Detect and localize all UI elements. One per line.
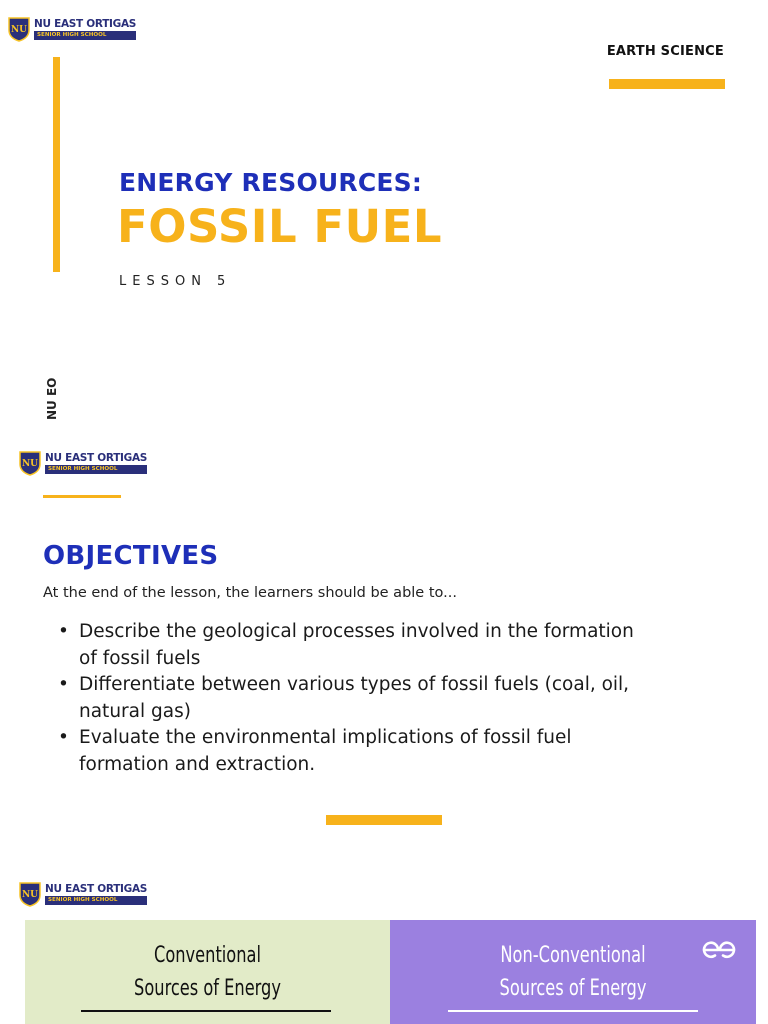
objectives-intro: At the end of the lesson, the learners should be able to... — [43, 585, 457, 601]
short-accent-bar — [43, 495, 121, 498]
bullet: • — [58, 621, 69, 642]
conventional-panel — [25, 920, 390, 1024]
logo-name: NU EAST ORTIGAS — [34, 18, 137, 30]
non-conventional-title: Non-Conventional Sources of Energy — [499, 943, 647, 1001]
list-item-text: Evaluate the environmental implications of fossil fuel formation and extraction. — [79, 727, 572, 775]
side-vertical-text: NU EO — [45, 377, 59, 420]
geeksforgeeks-logo-icon — [700, 938, 738, 962]
bullet: • — [58, 727, 69, 748]
vertical-accent-bar — [53, 57, 60, 272]
school-shield-icon — [19, 881, 41, 907]
objectives-list — [58, 619, 738, 778]
non-conventional-panel — [390, 920, 756, 1024]
school-shield-icon — [19, 450, 41, 476]
logo-subtitle: SENIOR HIGH SCHOOL — [34, 31, 136, 40]
svg-text:NU: NU — [21, 890, 39, 900]
logo-name: NU EAST ORTIGAS — [45, 452, 148, 464]
logo-subtitle: SENIOR HIGH SCHOOL — [45, 465, 147, 474]
list-item — [58, 619, 738, 672]
lesson-number: LESSON 5 — [119, 274, 232, 289]
list-item — [58, 725, 738, 778]
subject-label: EARTH SCIENCE — [606, 44, 724, 59]
logo-name: NU EAST ORTIGAS — [45, 883, 148, 895]
logo-subtitle: SENIOR HIGH SCHOOL — [45, 896, 147, 905]
conventional-title: Conventional Sources of Energy — [134, 943, 281, 1001]
conventional-underline — [81, 1010, 331, 1012]
list-item-text: Differentiate between various types of fossil fuels (coal, oil, natural gas) — [79, 674, 630, 722]
list-item — [58, 672, 738, 725]
svg-text:NU: NU — [10, 25, 28, 35]
list-item-text: Describe the geological processes involved in the formation of fossil fuels — [79, 621, 634, 669]
bullet: • — [58, 674, 69, 695]
svg-text:NU: NU — [21, 459, 39, 469]
school-logo — [19, 450, 147, 476]
school-shield-icon — [8, 16, 30, 42]
school-logo — [19, 881, 147, 907]
school-logo — [8, 16, 136, 42]
objectives-heading: OBJECTIVES — [43, 541, 219, 571]
middle-accent-bar — [326, 815, 442, 825]
subject-accent-bar — [609, 79, 725, 89]
non-conventional-underline — [448, 1010, 698, 1012]
title-line-2: FOSSIL FUEL — [117, 200, 443, 253]
title-line-1: ENERGY RESOURCES: — [119, 168, 423, 197]
